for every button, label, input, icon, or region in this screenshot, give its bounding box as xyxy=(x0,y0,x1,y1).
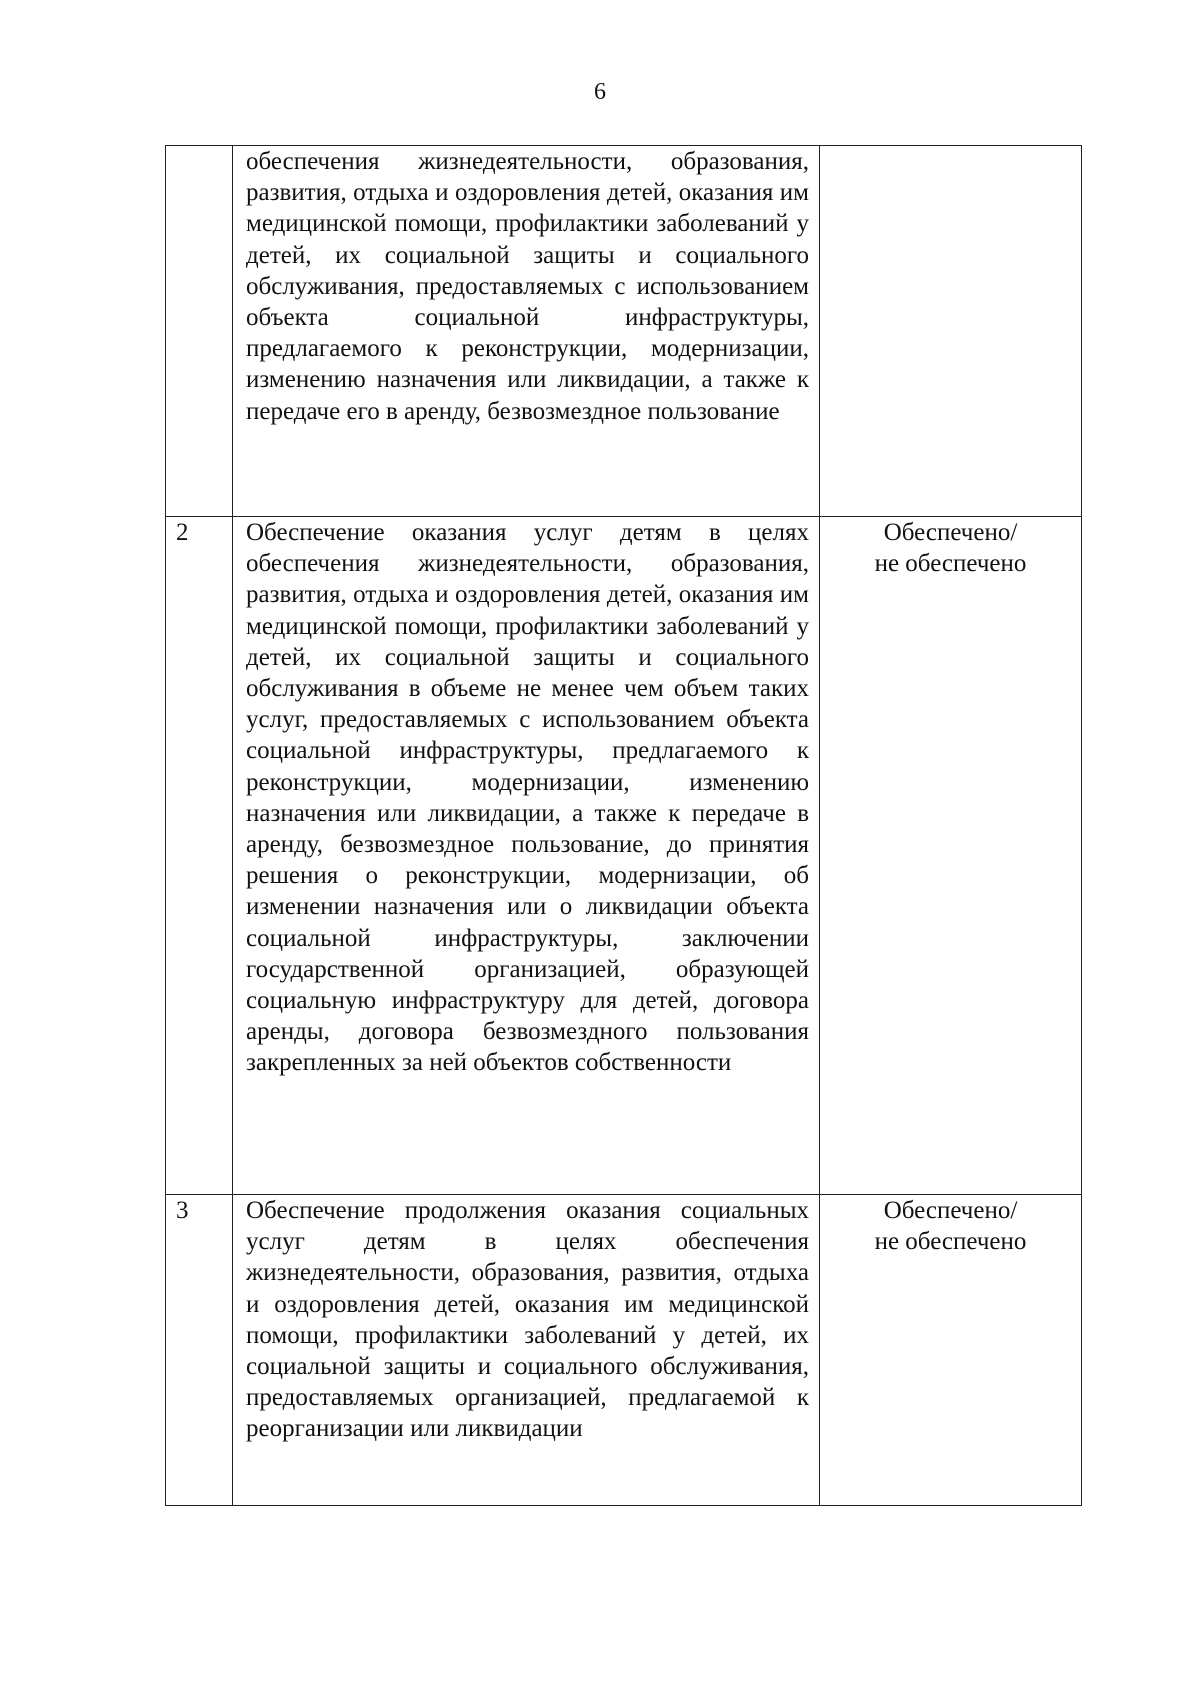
criteria-table xyxy=(165,145,1082,1506)
row-description-cell xyxy=(233,146,820,517)
table-row xyxy=(166,146,1082,517)
row-number: 2 xyxy=(176,519,189,546)
row-number-cell xyxy=(166,146,233,517)
row-status: Обеспечено/ не обеспечено xyxy=(874,1197,1027,1256)
page-number: 6 xyxy=(594,79,606,105)
table-row xyxy=(166,1195,1082,1506)
row-description-cell xyxy=(233,517,820,1195)
row-number: 3 xyxy=(176,1197,189,1224)
row-status-cell xyxy=(820,1195,1082,1506)
row-description: Обеспечение продолжения оказания социальных услуг детям в целях обеспечения жизнедеятельности, образования, развития, отдыха и оздоровления детей, оказания им медицинской помощи, профилактики заболеваний у детей, их социальной защиты и социального обслуживания, предоставляемых организацией, предлагаемой к реорганизации или ликвидации xyxy=(246,1197,809,1443)
row-description: обеспечения жизнедеятельности, образования, развития, отдыха и оздоровления детей, оказания им медицинской помощи, профилактики заболеваний у детей, их социальной защиты и социального обслуживания, предоставляемых с использованием объекта социальной инфраструктуры, предлагаемого к реконструкции, модернизации, изменению назначения или ликвидации, а также к передаче его в аренду, безвозмездное пользование xyxy=(246,148,809,425)
row-status-cell xyxy=(820,146,1082,517)
row-number-cell xyxy=(166,1195,233,1506)
row-number-cell xyxy=(166,517,233,1195)
row-status-cell xyxy=(820,517,1082,1195)
row-status: Обеспечено/ не обеспечено xyxy=(874,519,1027,578)
row-description-cell xyxy=(233,1195,820,1506)
row-description: Обеспечение оказания услуг детям в целях обеспечения жизнедеятельности, образования, развития, отдыха и оздоровления детей, оказания им медицинской помощи, профилактики заболеваний у детей, их социальной защиты и социального обслуживания в объеме не менее чем объем таких услуг, предоставляемых с использованием объекта социальной инфраструктуры, предлагаемого к реконструкции, модернизации, изменению назначения или ликвидации, а также к передаче в аренду, безвозмездное пользование, до принятия решения о реконструкции, модернизации, об изменении назначения или о ликвидации объекта социальной инфраструктуры, заключении государственной организацией, образующей социальную инфраструктуру для детей, договора аренды, договора безвозмездного пользования закрепленных за ней объектов собственности xyxy=(246,519,809,1077)
table-row xyxy=(166,517,1082,1195)
